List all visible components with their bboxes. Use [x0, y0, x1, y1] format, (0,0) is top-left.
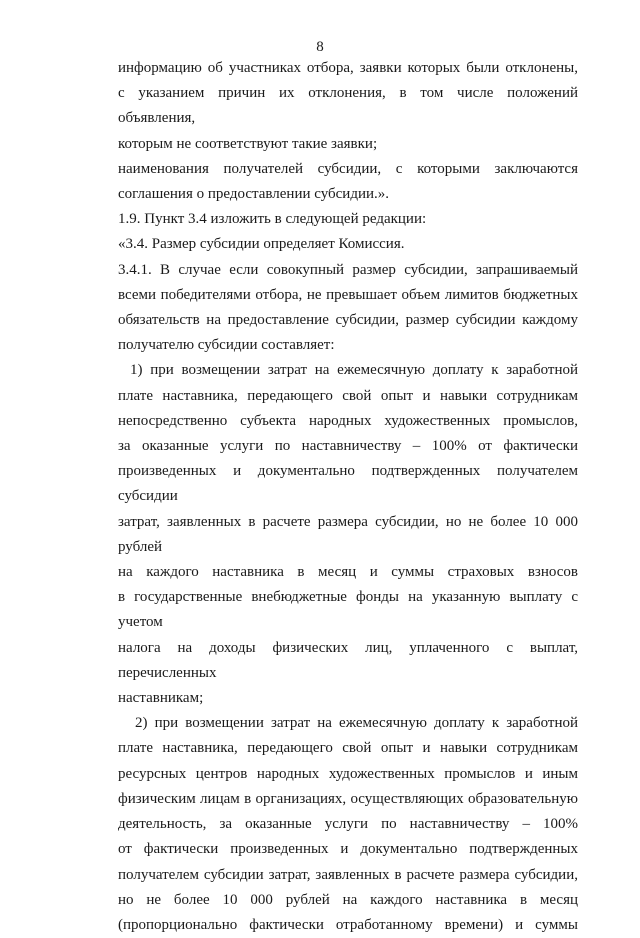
text-line: обязательств на предоставление субсидии, размер субсидии каждому [118, 312, 578, 329]
document-body [118, 56, 578, 938]
text-line: в государственные внебюджетные фонды на указанную выплату с учетом [118, 589, 578, 631]
text-line: произведенных и документально подтвержденных получателем субсидии [118, 463, 578, 505]
text-line: плате наставника, передающего свой опыт и навыки сотрудникам [118, 740, 578, 757]
text-line: на каждого наставника в месяц и суммы страховых взносов [118, 564, 578, 581]
text-line: непосредственно субъекта народных художественных промыслов, [118, 412, 578, 429]
text-line: соглашения о предоставлении субсидии.». [118, 186, 390, 203]
text-line: получателю субсидии составляет: [118, 337, 335, 354]
text-line: которым не соответствуют такие заявки; [118, 135, 378, 152]
text-line: налога на доходы физических лиц, уплаченного с выплат, перечисленных [118, 639, 578, 681]
text-line: наименования получателей субсидии, с которыми заключаются [118, 160, 578, 177]
page-number: 8 [316, 39, 324, 55]
text-line: всеми победителями отбора, не превышает объем лимитов бюджетных [118, 286, 578, 303]
text-line: 1) при возмещении затрат на ежемесячную доплату к заработной [130, 362, 578, 379]
text-line: деятельность, за оказанные услуги по наставничеству – 100% [118, 816, 578, 833]
text-line: информацию об участниках отбора, заявки которых были отклонены, [118, 60, 578, 76]
text-line: за оказанные услуги по наставничеству – 100% от фактически [118, 438, 578, 455]
text-line: получателем субсидии затрат, заявленных в расчете размера субсидии, [118, 866, 578, 883]
text-line: 1.9. Пункт 3.4 изложить в следующей редакции: [118, 211, 427, 228]
text-line: 2) при возмещении затрат на ежемесячную доплату к заработной [135, 715, 578, 732]
text-line: плате наставника, передающего свой опыт и навыки сотрудникам [118, 387, 578, 404]
text-line: физическим лицам в организациях, осуществляющих образовательную [118, 790, 578, 807]
text-line: 3.4.1. В случае если совокупный размер субсидии, запрашиваемый [118, 261, 578, 278]
text-line: «3.4. Размер субсидии определяет Комиссия. [118, 236, 405, 253]
text-line: но не более 10 000 рублей на каждого наставника в месяц [118, 891, 578, 908]
text-line: с указанием причин их отклонения, в том числе положений объявления, [118, 85, 578, 127]
text-line: затрат, заявленных в расчете размера субсидии, но не более 10 000 рублей [118, 513, 578, 555]
text-line: от фактически произведенных и документально подтвержденных [118, 841, 578, 858]
text-line: наставникам; [118, 690, 204, 707]
text-line: (пропорционально фактически отработанному времени) и суммы [118, 916, 578, 933]
text-line: ресурсных центров народных художественных промыслов и иным [118, 765, 578, 782]
